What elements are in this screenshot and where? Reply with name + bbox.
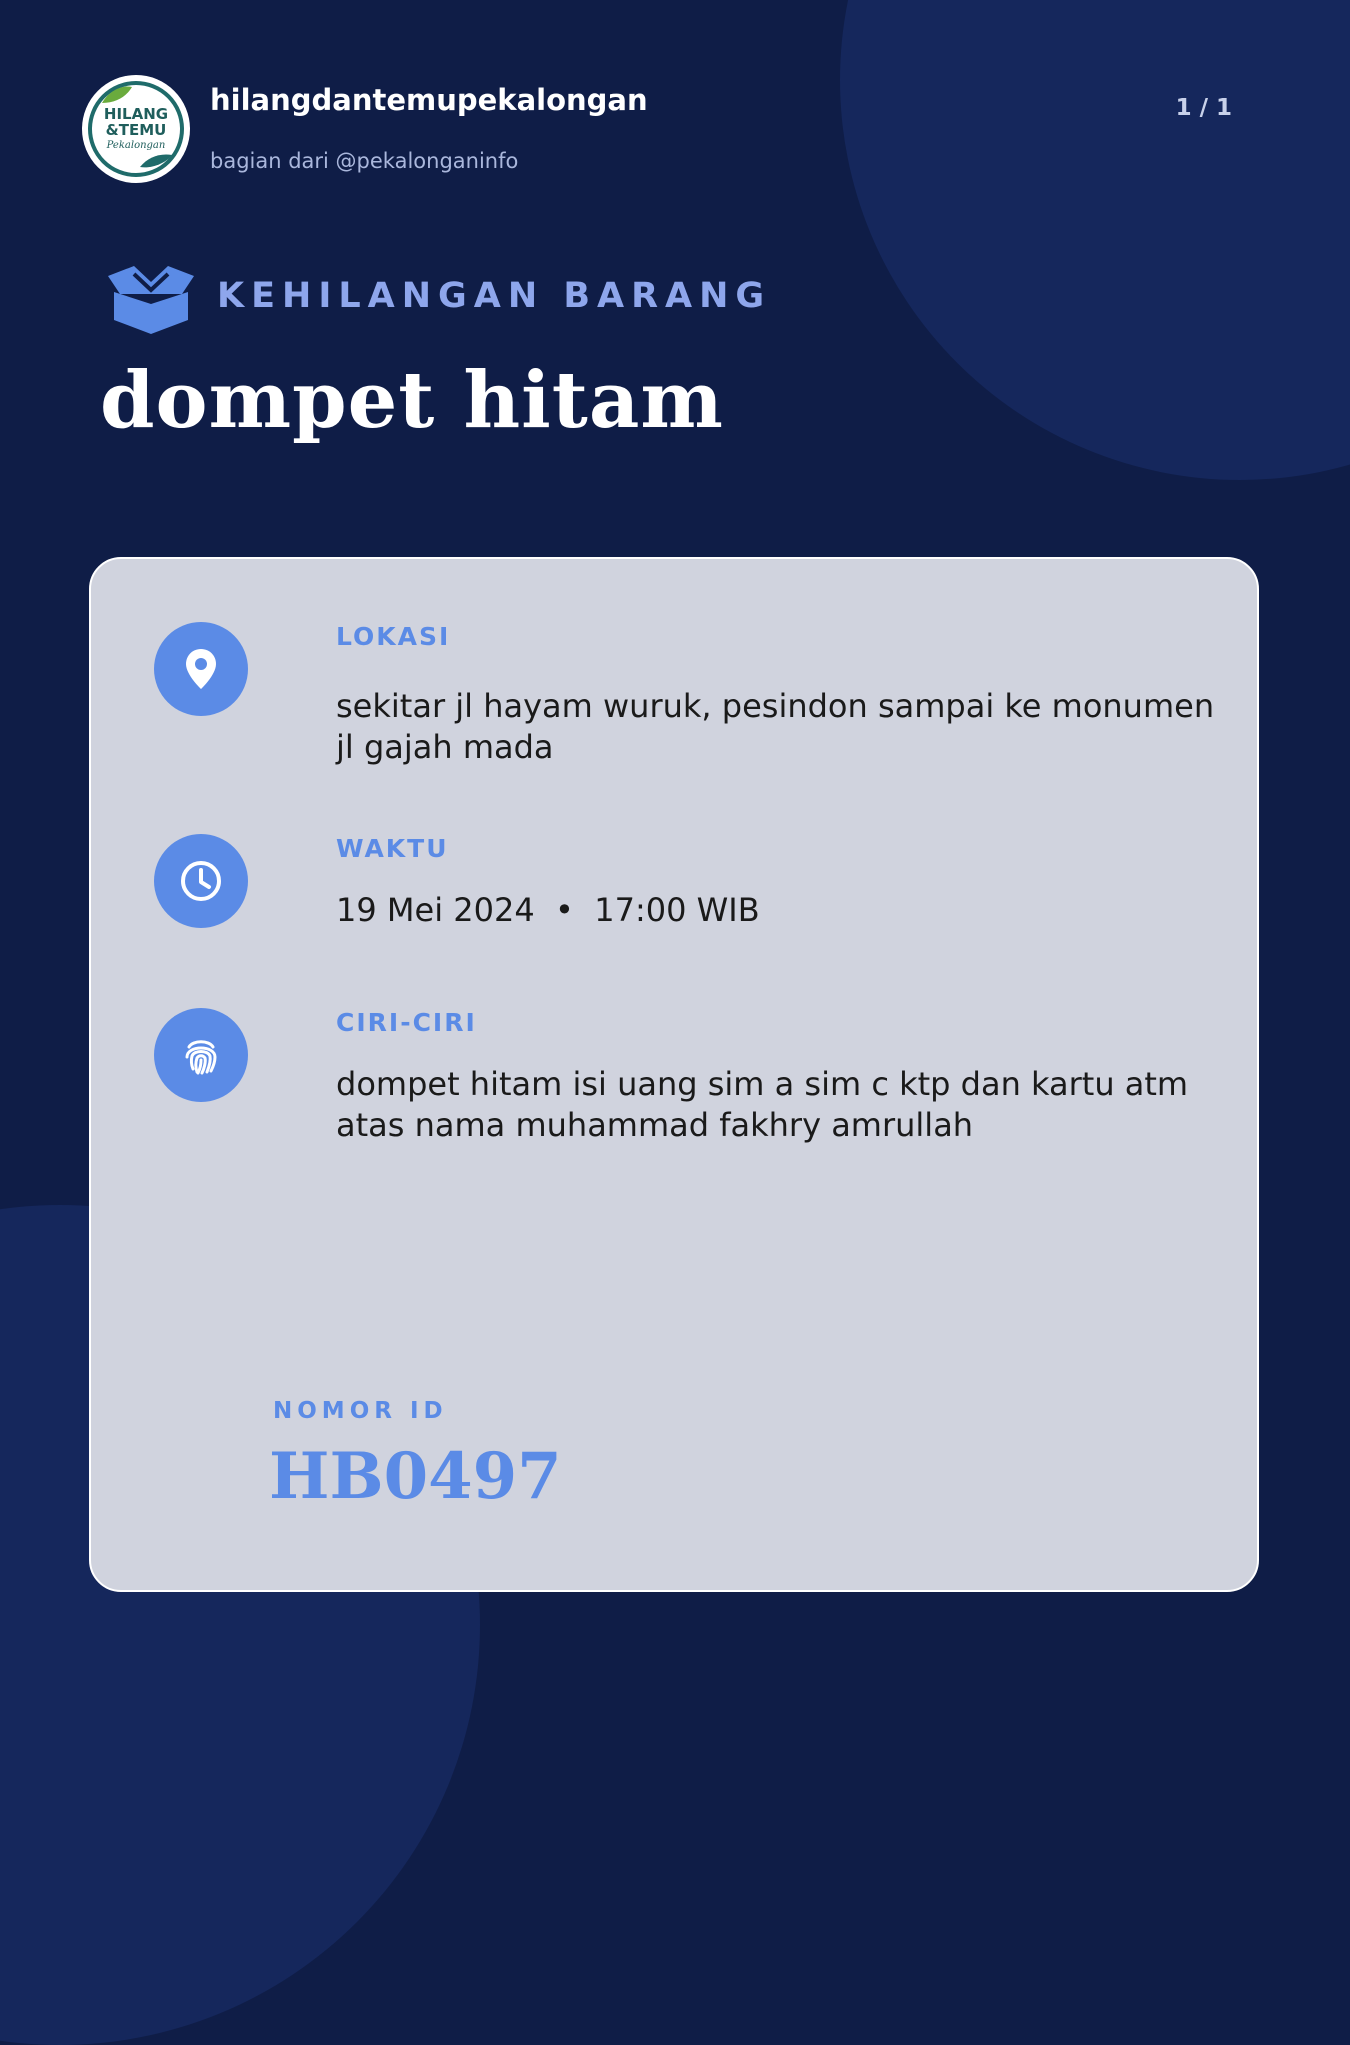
id-label: NOMOR ID [273,1398,448,1424]
fingerprint-icon [177,1031,225,1079]
account-name[interactable]: hilangdantemupekalongan [210,83,648,117]
location-icon-badge [154,622,248,716]
avatar[interactable] [82,75,190,183]
detail-row-time [154,834,1174,934]
location-pin-icon [177,645,225,693]
logo-line1: HILANG [103,105,169,123]
detail-value: dompet hitam isi uang sim a sim c ktp dan kartu atm atas nama muhammad fakhry amrullah [336,1065,1189,1144]
id-value: HB0497 [269,1439,562,1514]
logo-line3: Pekalongan [106,140,166,151]
detail-row-features [154,1008,1189,1158]
details-card [89,557,1259,1592]
detail-value: sekitar jl hayam wuruk, pesindon sampai ke monumen jl gajah mada [336,687,1215,766]
detail-row-location [154,622,1215,772]
logo-line2: &TEMU [105,121,167,139]
page-counter: 1 / 1 [1175,95,1232,121]
clock-icon-badge [154,834,248,928]
account-subtitle: bagian dari @pekalonganinfo [210,149,519,173]
item-title: dompet hitam [100,355,724,446]
detail-label: WAKTU [336,834,449,863]
category-label: KEHILANGAN BARANG [217,276,772,316]
clock-icon [177,857,225,905]
background-circle-top-right [840,0,1350,480]
detail-label: CIRI-CIRI [336,1008,477,1037]
detail-label: LOKASI [336,622,451,651]
detail-value: 19 Mei 2024 • 17:00 WIB [336,891,760,929]
post-header [82,75,1262,185]
leaf-logo-icon [82,75,190,183]
open-box-icon [104,264,198,336]
fingerprint-icon-badge [154,1008,248,1102]
